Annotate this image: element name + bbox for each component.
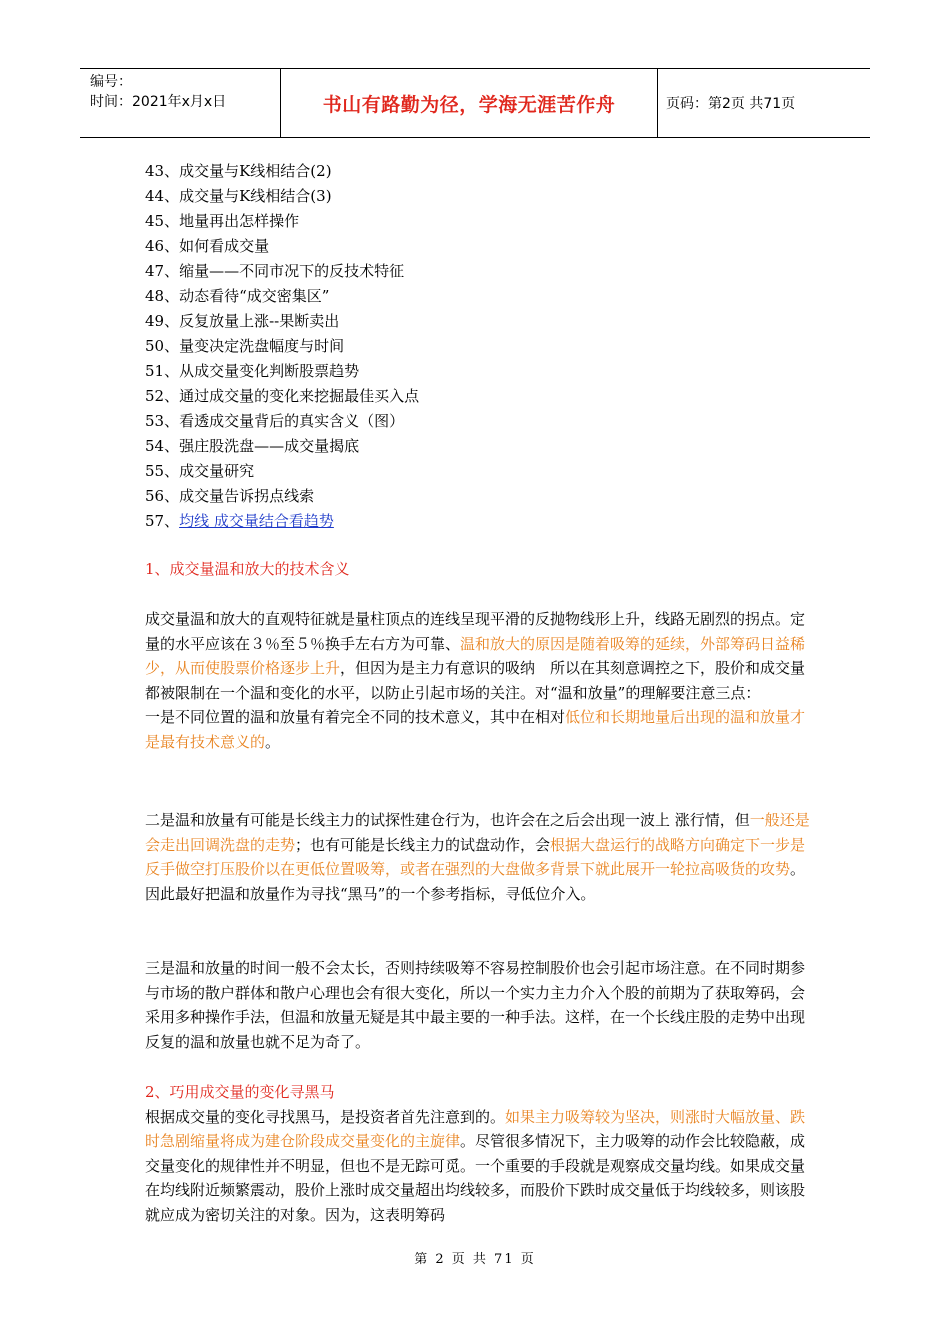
text-run: 一是不同位置的温和放量有着完全不同的技术意义，其中在相对 [145,708,566,726]
text-run: 根据成交量的变化寻找黑马，是投资者首先注意到的。 [145,1107,506,1126]
toc-item: 53、看透成交量背后的真实含义（图） [145,412,405,430]
header-motto: 书山有路勤为径，学海无涯苦作舟 [281,69,658,137]
section-2 [145,1080,815,1227]
header-meta [80,69,281,137]
toc-item: 47、缩量——不同市况下的反技术特征 [145,262,405,280]
paragraph: 三是温和放量的时间一般不会太长，否则持续吸筹不容易控制股价也会引起市场注意。在不同时期参与市场的散户群体和散户心理也会有很大变化，所以一个实力主力介入个股的前期为了获取筹码，会采用多种操作手法，但温和放量无疑是其中最主要的一种手法。这样，在一个长线庄股的走势中出现反复的温和放量也就不足为奇了。 [145,959,806,1051]
text-run: 二是温和放量有可能是长线主力的试探性建仓行为，也许会在之后会出现一波上 涨行情，但 [145,811,750,829]
toc-item: 51、从成交量变化判断股票趋势 [145,362,360,380]
text-run: ，但因为是主力有意识的吸纳 所以在其刻意调控之下，股价和成交量都被限制在一个温和变化的水平，以防止引起市场的关注。对“温和放量”的理解要注意三点： [145,659,806,702]
toc-link-ma-volume[interactable]: 均线 成交量结合看趋势 [179,512,334,530]
page-footer: 第 2 页 共 71 页 [414,1252,536,1267]
highlight-text: 低位和长期地量后出现的温和放量才是最有技术意义的 [145,708,806,751]
paragraph [145,607,815,705]
paragraph [145,705,815,754]
text-run: 。 [265,732,281,751]
text-run: 。因此最好把温和放量作为寻找“黑马”的一个参考指标，寻低位介入。 [145,860,806,903]
page-header [80,68,870,138]
section-1 [145,557,815,582]
toc-item: 46、如何看成交量 [145,237,270,255]
highlight-text: 一般还是会走出回调洗盘的走势 [145,811,810,854]
toc-item: 54、强庄股洗盘——成交量揭底 [145,437,360,455]
highlight-text: 温和放大的原因是随着吸筹的延续，外部筹码日益稀少，从而使股票价格逐步上升 [145,634,806,677]
time-label: 时间：2021年x月x日 [90,94,227,110]
toc-item: 50、量变决定洗盘幅度与时间 [145,337,345,355]
section-1-point-2 [145,808,815,906]
section-1-body [145,607,815,754]
header-page-info: 页码：第2页 共71页 [666,96,796,112]
code-label: 编号： [90,74,132,90]
toc-item: 45、地量再出怎样操作 [145,212,300,230]
toc-item: 44、成交量与K线相结合(3) [145,187,332,205]
toc-number: 57、 [145,512,180,530]
highlight-text: 如果主力吸筹较为坚决，则涨时大幅放量、跌时急剧缩量将成为建仓阶段成交量变化的主旋律 [145,1107,806,1150]
paragraph [145,1105,815,1228]
toc-item: 52、通过成交量的变化来挖掘最佳买入点 [145,387,420,405]
text-run: ；也有可能是长线主力的试盘动作，会 [295,835,551,854]
section-1-title: 1、成交量温和放大的技术含义 [145,560,350,578]
toc-item: 48、动态看待“成交密集区” [145,287,330,305]
toc-item: 55、成交量研究 [145,462,255,480]
table-of-contents [145,159,419,534]
paragraph [145,808,815,906]
text-run: 。尽管很多情况下，主力吸筹的动作会比较隐蔽，成交量变化的规律性并不明显，但也不是无踪可觅。一个重要的手段就是观察成交量均线。如果成交量在均线附近频繁震动，股价上涨时成交量超出均线较多，而股价下跌时成交量低于均线较多，则该股就应成为密切关注的对象。因为，这表明筹码 [145,1132,806,1224]
section-2-title: 2、巧用成交量的变化寻黑马 [145,1083,335,1101]
section-1-point-3 [145,956,815,1054]
highlight-text: 根据大盘运行的战略方向确定下一步是反手做空打压股价以在更低位置吸筹，或者在强烈的大盘做多背景下就此展开一轮拉高吸货的攻势 [145,835,806,878]
toc-item-57 [145,509,419,534]
toc-item: 49、反复放量上涨--果断卖出 [145,312,340,330]
text-run: 成交量温和放大的直观特征就是量柱顶点的连线呈现平滑的反抛物线形上升，线路无剧烈的拐点。定量的水平应该在３％至５％换手左右方为可靠、 [145,610,806,653]
toc-item: 43、成交量与K线相结合(2) [145,162,332,180]
toc-item: 56、成交量告诉拐点线索 [145,487,315,505]
